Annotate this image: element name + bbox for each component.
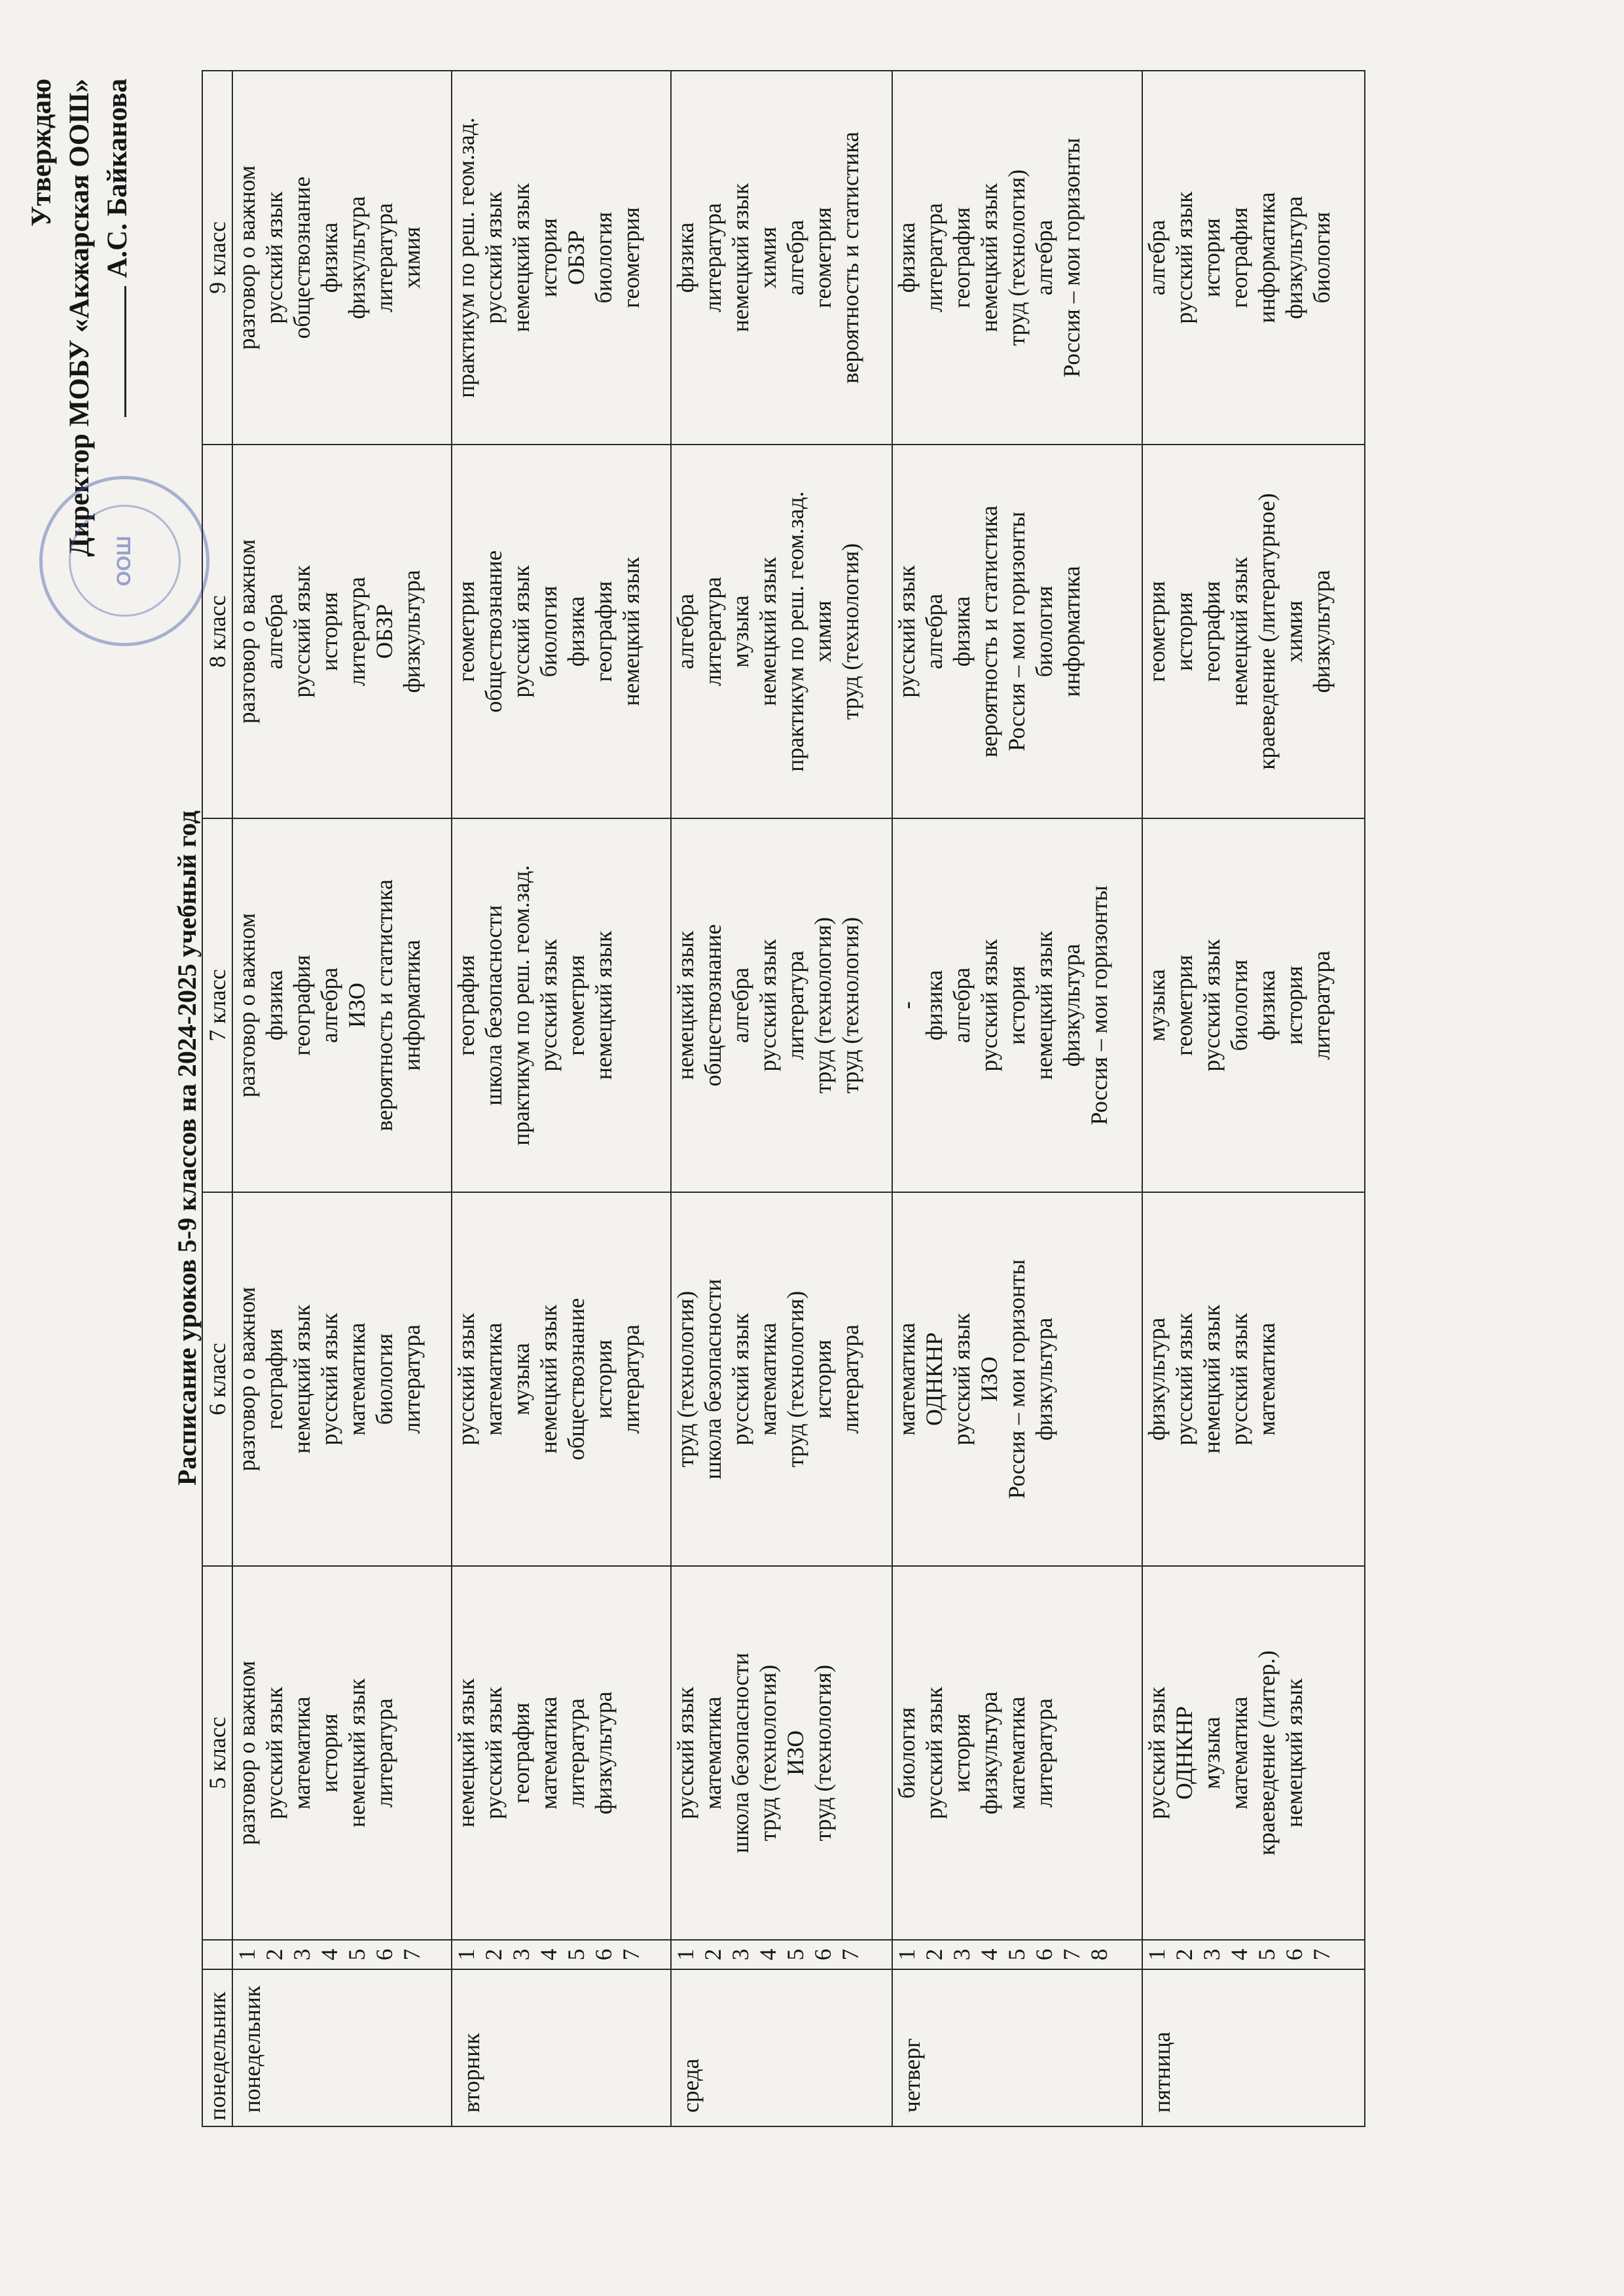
lesson-subject: немецкий язык xyxy=(453,1678,479,1828)
lesson-number: 6 xyxy=(371,1948,397,1961)
lesson-subject: информатика xyxy=(399,939,425,1071)
lesson-number: 6 xyxy=(1031,1948,1057,1961)
lesson-subject: математика xyxy=(480,1322,507,1436)
day-row xyxy=(892,71,1142,2126)
lesson-subject: география xyxy=(508,1702,534,1804)
lesson-subject: физкультура xyxy=(976,1691,1002,1815)
lesson-subject: ИЗО xyxy=(344,982,370,1029)
lesson-subject: биология xyxy=(590,211,617,304)
lesson-number-cell xyxy=(892,1940,1142,1969)
lesson-subject: геометрия xyxy=(618,207,644,308)
class-8-lessons-cell xyxy=(452,445,671,818)
header-class-6: 6 класс xyxy=(202,1192,232,1566)
lesson-subject: обществознание xyxy=(563,1298,589,1461)
lesson-subject: информатика xyxy=(1254,192,1280,323)
lesson-subject: русский язык xyxy=(948,1313,975,1446)
lesson-subject: немецкий язык xyxy=(755,556,781,706)
lesson-subject: немецкий язык xyxy=(672,930,698,1080)
table-header-row xyxy=(202,71,232,2126)
director-line: Директор МОБУ «Акжарская ООШ» xyxy=(64,79,95,557)
lesson-number: 2 xyxy=(261,1948,287,1961)
lesson-subject: математика xyxy=(755,1322,781,1436)
lesson-subject: литература xyxy=(700,203,726,312)
lesson-subject: алгебра xyxy=(261,593,287,670)
lesson-subject: ОДНКНР xyxy=(921,1332,947,1426)
lesson-number: 2 xyxy=(700,1948,726,1961)
seal-text: ООШ xyxy=(113,536,135,587)
lesson-subject: физика xyxy=(921,970,947,1041)
lesson-subject: Россия – мои горизонты xyxy=(1086,885,1112,1125)
class-5-lessons-cell xyxy=(1142,1566,1365,1940)
class-9-lessons-cell xyxy=(892,71,1142,445)
lesson-number-cell xyxy=(452,1940,671,1969)
lesson-subject: химия xyxy=(755,227,781,289)
lesson-subject: русский язык xyxy=(1226,1313,1252,1446)
day-name-cell: среда xyxy=(671,1969,892,2126)
lesson-subject: труд (технология) xyxy=(755,1664,781,1842)
lesson-subject: русский язык xyxy=(1199,939,1225,1072)
day-row xyxy=(452,71,671,2126)
signature-blank xyxy=(124,286,126,417)
lesson-subject: история xyxy=(810,1339,836,1419)
lesson-subject: немецкий язык xyxy=(535,1304,562,1454)
lesson-subject: практикум по реш. геом.зад. xyxy=(782,491,808,772)
lesson-subject: немецкий язык xyxy=(590,930,617,1080)
lesson-subject: литература xyxy=(782,951,808,1060)
day-name-cell: вторник xyxy=(452,1969,671,2126)
lesson-number: 4 xyxy=(535,1948,562,1961)
approve-word: Утверждаю xyxy=(26,79,57,227)
lesson-subject: труд (технология) xyxy=(810,1664,836,1842)
lesson-subject: математика xyxy=(1003,1696,1030,1810)
lesson-number: 4 xyxy=(976,1948,1002,1961)
lesson-subject: ОДНКНР xyxy=(1171,1706,1197,1800)
lesson-subject: история xyxy=(316,1713,342,1793)
lesson-subject: физкультура xyxy=(1058,943,1085,1067)
day-name-cell: пятница xyxy=(1142,1969,1365,2126)
lesson-subject: физкультура xyxy=(1144,1317,1170,1441)
lesson-subject: история xyxy=(1003,966,1030,1045)
lesson-subject: русский язык xyxy=(755,939,781,1072)
day-name-cell: четверг xyxy=(892,1969,1142,2126)
lesson-subject: физкультура xyxy=(1308,570,1335,693)
lesson-subject: немецкий язык xyxy=(289,1304,315,1454)
lesson-subject: география xyxy=(261,1328,287,1430)
lesson-subject: обществознание xyxy=(700,924,726,1087)
lesson-subject: химия xyxy=(1281,600,1307,663)
page-title: Расписание уроков 5-9 классов на 2024-2025 учебный год xyxy=(172,811,202,1485)
lesson-subject: литература xyxy=(563,1698,589,1808)
lesson-number: 7 xyxy=(1308,1948,1335,1961)
header-class-5: 5 класс xyxy=(202,1566,232,1940)
class-5-lessons-cell xyxy=(232,1566,452,1940)
lesson-subject: физкультура xyxy=(1031,1317,1057,1441)
header-class-9: 9 класс xyxy=(202,71,232,445)
lesson-subject: литература xyxy=(1308,951,1335,1060)
lesson-number: 8 xyxy=(1086,1948,1112,1961)
lesson-subject: разговор о важном xyxy=(234,539,260,724)
class-5-lessons-cell xyxy=(671,1566,892,1940)
lesson-subject: литература xyxy=(618,1324,644,1434)
lesson-subject: геометрия xyxy=(1171,955,1197,1056)
lesson-subject: труд (технология) xyxy=(837,543,863,720)
lesson-subject: русский язык xyxy=(453,1313,479,1446)
lesson-subject: геометрия xyxy=(810,207,836,308)
lesson-subject: математика xyxy=(1254,1322,1280,1436)
class-5-lessons-cell xyxy=(452,1566,671,1940)
lesson-number: 7 xyxy=(399,1948,425,1961)
header-class-8: 8 класс xyxy=(202,445,232,818)
lesson-subject: физика xyxy=(316,222,342,293)
lesson-subject: физкультура xyxy=(344,196,370,319)
lesson-number: 3 xyxy=(289,1948,315,1961)
lesson-subject: история xyxy=(1171,592,1197,671)
header-day: понедельник xyxy=(202,1969,232,2126)
lesson-number: 6 xyxy=(1281,1948,1307,1961)
class-8-lessons-cell xyxy=(892,445,1142,818)
lesson-subject: русский язык xyxy=(261,191,287,324)
lesson-subject: физика xyxy=(563,596,589,667)
lesson-subject: история xyxy=(535,218,562,297)
lesson-subject: вероятность и статистика xyxy=(837,132,863,384)
lesson-subject: математика xyxy=(535,1696,562,1810)
lesson-subject: история xyxy=(948,1713,975,1793)
lesson-subject: немецкий язык xyxy=(508,183,534,333)
schedule-table xyxy=(202,70,1365,2127)
lesson-subject: география xyxy=(289,955,315,1056)
lesson-subject: русский язык xyxy=(1171,191,1197,324)
header-num xyxy=(202,1940,232,1969)
class-6-lessons-cell xyxy=(452,1192,671,1566)
lesson-subject: музыка xyxy=(508,1343,534,1415)
class-6-lessons-cell xyxy=(671,1192,892,1566)
lesson-subject: русский язык xyxy=(316,1313,342,1446)
lesson-subject: география xyxy=(1226,207,1252,308)
lesson-subject: немецкий язык xyxy=(618,556,644,706)
lesson-subject: немецкий язык xyxy=(1281,1678,1307,1828)
lesson-subject: Россия – мои горизонты xyxy=(1003,511,1030,752)
lesson-subject: труд (технология) xyxy=(837,917,863,1094)
lesson-subject: разговор о важном xyxy=(234,913,260,1098)
lesson-subject: русский язык xyxy=(261,1686,287,1819)
lesson-subject: биология xyxy=(1031,585,1057,678)
lesson-subject: физика xyxy=(948,596,975,667)
lesson-subject: ОБЗР xyxy=(371,604,397,659)
lesson-subject: алгебра xyxy=(727,967,753,1044)
lesson-subject: русский язык xyxy=(893,565,920,698)
lesson-subject: геометрия xyxy=(1144,581,1170,682)
class-7-lessons-cell xyxy=(671,818,892,1192)
lesson-subject: ОБЗР xyxy=(563,230,589,285)
lesson-subject: геометрия xyxy=(453,581,479,682)
lesson-subject: биология xyxy=(1226,959,1252,1051)
lesson-subject: немецкий язык xyxy=(344,1678,370,1828)
lesson-number-cell xyxy=(671,1940,892,1969)
lesson-number: 3 xyxy=(727,1948,753,1961)
lesson-subject: литература xyxy=(837,1324,863,1434)
lesson-subject: литература xyxy=(1031,1698,1057,1808)
class-6-lessons-cell xyxy=(892,1192,1142,1566)
lesson-subject: биология xyxy=(1308,211,1335,304)
lesson-number: 7 xyxy=(618,1948,644,1961)
lesson-subject: литература xyxy=(371,1698,397,1808)
class-5-lessons-cell xyxy=(892,1566,1142,1940)
class-9-lessons-cell xyxy=(452,71,671,445)
lesson-subject: труд (технология) xyxy=(1003,169,1030,346)
class-7-lessons-cell xyxy=(452,818,671,1192)
lesson-subject: русский язык xyxy=(480,191,507,324)
lesson-number: 1 xyxy=(453,1948,479,1961)
lesson-subject: алгебра xyxy=(1031,219,1057,296)
lesson-subject: практикум по реш. геом.зад. xyxy=(508,865,534,1146)
lesson-number-cell xyxy=(232,1940,452,1969)
lesson-subject: школа безопасности xyxy=(727,1652,753,1853)
lesson-subject: история xyxy=(1281,966,1307,1045)
lesson-subject: география xyxy=(948,207,975,308)
lesson-subject: биология xyxy=(893,1707,920,1799)
lesson-subject: труд (технология) xyxy=(672,1290,698,1468)
lesson-number: 2 xyxy=(921,1948,947,1961)
lesson-subject: обществознание xyxy=(480,550,507,713)
lesson-subject: русский язык xyxy=(1144,1686,1170,1819)
lesson-subject: математика xyxy=(1226,1696,1252,1810)
lesson-subject: алгебра xyxy=(921,593,947,670)
lesson-subject: немецкий язык xyxy=(1226,556,1252,706)
lesson-subject: разговор о важном xyxy=(234,1660,260,1846)
lesson-subject: немецкий язык xyxy=(727,183,753,333)
lesson-subject: история xyxy=(590,1339,617,1419)
lesson-number: 5 xyxy=(1254,1948,1280,1961)
lesson-subject: вероятность и статистика xyxy=(371,879,397,1131)
lesson-number: 5 xyxy=(563,1948,589,1961)
header-class-7: 7 класс xyxy=(202,818,232,1192)
lesson-subject: история xyxy=(316,592,342,671)
lesson-subject: русский язык xyxy=(289,565,315,698)
lesson-number: 3 xyxy=(1199,1948,1225,1961)
lesson-subject: физика xyxy=(1254,970,1280,1041)
lesson-subject: физкультура xyxy=(1281,196,1307,319)
lesson-subject: русский язык xyxy=(1171,1313,1197,1446)
lesson-subject: труд (технология) xyxy=(782,1290,808,1468)
lesson-subject: разговор о важном xyxy=(234,1286,260,1472)
lesson-subject: география xyxy=(1199,581,1225,682)
class-6-lessons-cell xyxy=(232,1192,452,1566)
lesson-subject: алгебра xyxy=(948,967,975,1044)
seal-center xyxy=(69,505,181,617)
lesson-subject: школа безопасности xyxy=(700,1279,726,1480)
lesson-subject: география xyxy=(453,955,479,1056)
lesson-number: 5 xyxy=(1003,1948,1030,1961)
class-6-lessons-cell xyxy=(1142,1192,1365,1566)
lesson-subject: русский язык xyxy=(535,939,562,1072)
day-name-cell: понедельник xyxy=(232,1969,452,2126)
lesson-subject: физика xyxy=(672,222,698,293)
lesson-subject: русский язык xyxy=(480,1686,507,1819)
class-8-lessons-cell xyxy=(232,445,452,818)
lesson-subject: русский язык xyxy=(921,1686,947,1819)
lesson-number: 3 xyxy=(948,1948,975,1961)
lesson-number: 1 xyxy=(1144,1948,1170,1961)
lesson-subject: практикум по реш. геом.зад. xyxy=(453,117,479,398)
lesson-subject: физика xyxy=(261,970,287,1041)
lesson-subject: русский язык xyxy=(727,1313,753,1446)
lesson-subject: ИЗО xyxy=(782,1730,808,1776)
lesson-subject: немецкий язык xyxy=(976,183,1002,333)
lesson-number: 4 xyxy=(1226,1948,1252,1961)
lesson-subject: биология xyxy=(535,585,562,678)
lesson-subject: алгебра xyxy=(1144,219,1170,296)
lesson-subject: математика xyxy=(344,1322,370,1436)
lesson-subject: география xyxy=(590,581,617,682)
lesson-number: 4 xyxy=(755,1948,781,1961)
lesson-subject: физкультура xyxy=(399,570,425,693)
lesson-subject: музыка xyxy=(727,595,753,668)
lesson-subject: вероятность и статистика xyxy=(976,505,1002,757)
lesson-subject: музыка xyxy=(1199,1717,1225,1789)
lesson-subject: труд (технология) xyxy=(810,917,836,1094)
lesson-subject: ИЗО xyxy=(976,1356,1002,1402)
lesson-subject: физкультура xyxy=(590,1691,617,1815)
lesson-subject: немецкий язык xyxy=(1031,930,1057,1080)
class-9-lessons-cell xyxy=(1142,71,1365,445)
signatory-name: А.С. Байканова xyxy=(102,79,133,278)
lesson-number: 5 xyxy=(344,1948,370,1961)
lesson-subject: геометрия xyxy=(563,955,589,1056)
lesson-subject: краеведение (литературное) xyxy=(1254,493,1280,770)
lesson-subject: математика xyxy=(893,1322,920,1436)
lesson-subject: литература xyxy=(921,203,947,312)
lesson-subject: разговор о важном xyxy=(234,165,260,350)
lesson-number: 1 xyxy=(672,1948,698,1961)
lesson-number: 6 xyxy=(590,1948,617,1961)
lesson-subject: литература xyxy=(700,577,726,686)
lesson-subject: литература xyxy=(371,203,397,312)
class-7-lessons-cell xyxy=(892,818,1142,1192)
lesson-subject: химия xyxy=(810,600,836,663)
lesson-subject: немецкий язык xyxy=(1199,1304,1225,1454)
class-9-lessons-cell xyxy=(671,71,892,445)
lesson-number: 2 xyxy=(480,1948,507,1961)
lesson-subject: русский язык xyxy=(508,565,534,698)
day-row xyxy=(1142,71,1365,2126)
lesson-subject: математика xyxy=(700,1696,726,1810)
lesson-subject: литература xyxy=(344,577,370,686)
lesson-subject: - xyxy=(893,1001,920,1010)
lesson-number-cell xyxy=(1142,1940,1365,1969)
lesson-subject: информатика xyxy=(1058,566,1085,697)
class-8-lessons-cell xyxy=(1142,445,1365,818)
day-row xyxy=(232,71,452,2126)
lesson-number: 5 xyxy=(782,1948,808,1961)
day-row xyxy=(671,71,892,2126)
lesson-subject: Россия – мои горизонты xyxy=(1003,1259,1030,1499)
lesson-number: 7 xyxy=(837,1948,863,1961)
lesson-subject: обществознание xyxy=(289,176,315,339)
lesson-subject: русский язык xyxy=(672,1686,698,1819)
lesson-subject: химия xyxy=(399,227,425,289)
lesson-subject: алгебра xyxy=(316,967,342,1044)
lesson-subject: алгебра xyxy=(782,219,808,296)
lesson-subject: математика xyxy=(289,1696,315,1810)
lesson-number: 1 xyxy=(234,1948,260,1961)
lesson-number: 2 xyxy=(1171,1948,1197,1961)
class-7-lessons-cell xyxy=(1142,818,1365,1192)
lesson-subject: русский язык xyxy=(976,939,1002,1072)
lesson-number: 3 xyxy=(508,1948,534,1961)
lesson-subject: Россия – мои горизонты xyxy=(1058,137,1085,378)
lesson-number: 7 xyxy=(1058,1948,1085,1961)
lesson-subject: литература xyxy=(399,1324,425,1434)
class-7-lessons-cell xyxy=(232,818,452,1192)
lesson-subject: школа безопасности xyxy=(480,905,507,1106)
lesson-subject: биология xyxy=(371,1333,397,1425)
lesson-subject: краеведение (литер.) xyxy=(1254,1650,1280,1856)
class-8-lessons-cell xyxy=(671,445,892,818)
lesson-number: 1 xyxy=(893,1948,920,1961)
class-9-lessons-cell xyxy=(232,71,452,445)
lesson-number: 6 xyxy=(810,1948,836,1961)
lesson-subject: физика xyxy=(893,222,920,293)
lesson-subject: музыка xyxy=(1144,969,1170,1042)
lesson-subject: алгебра xyxy=(672,593,698,670)
lesson-subject: история xyxy=(1199,218,1225,297)
lesson-number: 4 xyxy=(316,1948,342,1961)
